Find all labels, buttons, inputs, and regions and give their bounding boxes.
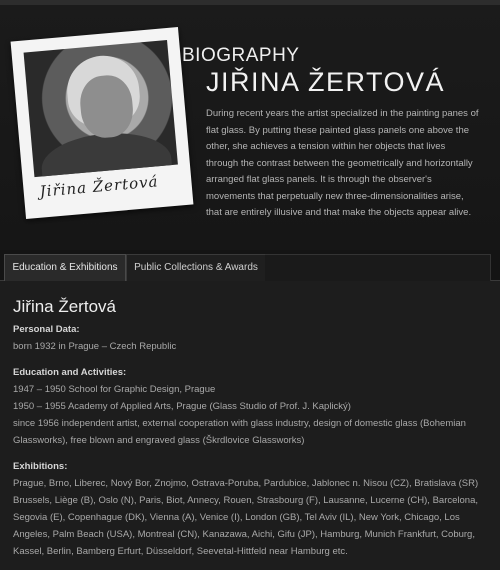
personal-data-heading: Personal Data: — [13, 324, 80, 335]
education-line-3: since 1956 independent artist, external cooperation with glass industry, design of domestic glass (Bohemian Glassworks), free blown and engraved glass (Škrdlovice Glassworks) — [13, 418, 466, 446]
education-line-1: 1947 – 1950 School for Graphic Design, Prague — [13, 384, 216, 395]
content-title: Jiřina Žertová — [13, 297, 116, 316]
tab-public-collections-awards[interactable]: Public Collections & Awards — [126, 254, 266, 281]
education-heading: Education and Activities: — [13, 367, 127, 378]
tab-bar-filler — [265, 254, 491, 281]
portrait-signature: Jiřina Žertová — [38, 172, 160, 201]
biography-header — [0, 5, 500, 250]
tab-bar — [0, 250, 500, 281]
tab-content-panel — [0, 281, 500, 570]
tab-education-exhibitions[interactable]: Education & Exhibitions — [4, 254, 126, 281]
portrait-polaroid — [11, 27, 194, 219]
portrait-photo — [24, 40, 178, 177]
exhibitions-heading: Exhibitions: — [13, 461, 68, 472]
education-line-2: 1950 – 1955 Academy of Applied Arts, Prague (Glass Studio of Prof. J. Kaplický) — [13, 401, 351, 412]
artist-name-heading: JIŘINA ŽERTOVÁ — [206, 67, 446, 97]
biography-intro-text: During recent years the artist specialized in the painting panes of flat glass. By putting these painted glass panels one above the other, she achieves a tension within her objects that lives through the contrast between the geometrically and horizontally arranged flat glass panels. It is through the observer's movements that perpetually new three-dimensionalities arise, that are entirely illusive and that make the objects appear alive. — [206, 108, 479, 218]
personal-data-text: born 1932 in Prague – Czech Republic — [13, 341, 177, 352]
biography-kicker: BIOGRAPHY — [182, 45, 300, 66]
exhibitions-text: Prague, Brno, Liberec, Nový Bor, Znojmo, Ostrava-Poruba, Pardubice, Jablonec n. Nisou (CZ), Bratislava (SR) Brussels, Liège (B), Oslo (N), Paris, Biot, Annecy, Rouen, Strasbourg (F), Lausanne, Lucerne (CH), Barcelona, Segovia (E), Copenhague (DK), Vienna (A), Venice (I), London (GB), Tel Aviv (IL), New York, Chicago, Los Angeles, Palm Beach (USA), Montreal (CN), Kanazawa, Aichi, Gifu (JP), Hamburg, Munich Frankfurt, Coburg, Kassel, Berlin, Bamberg Erfurt, Düsseldorf, Seevetal-Hittfeld near Hamburg etc. — [13, 478, 479, 557]
